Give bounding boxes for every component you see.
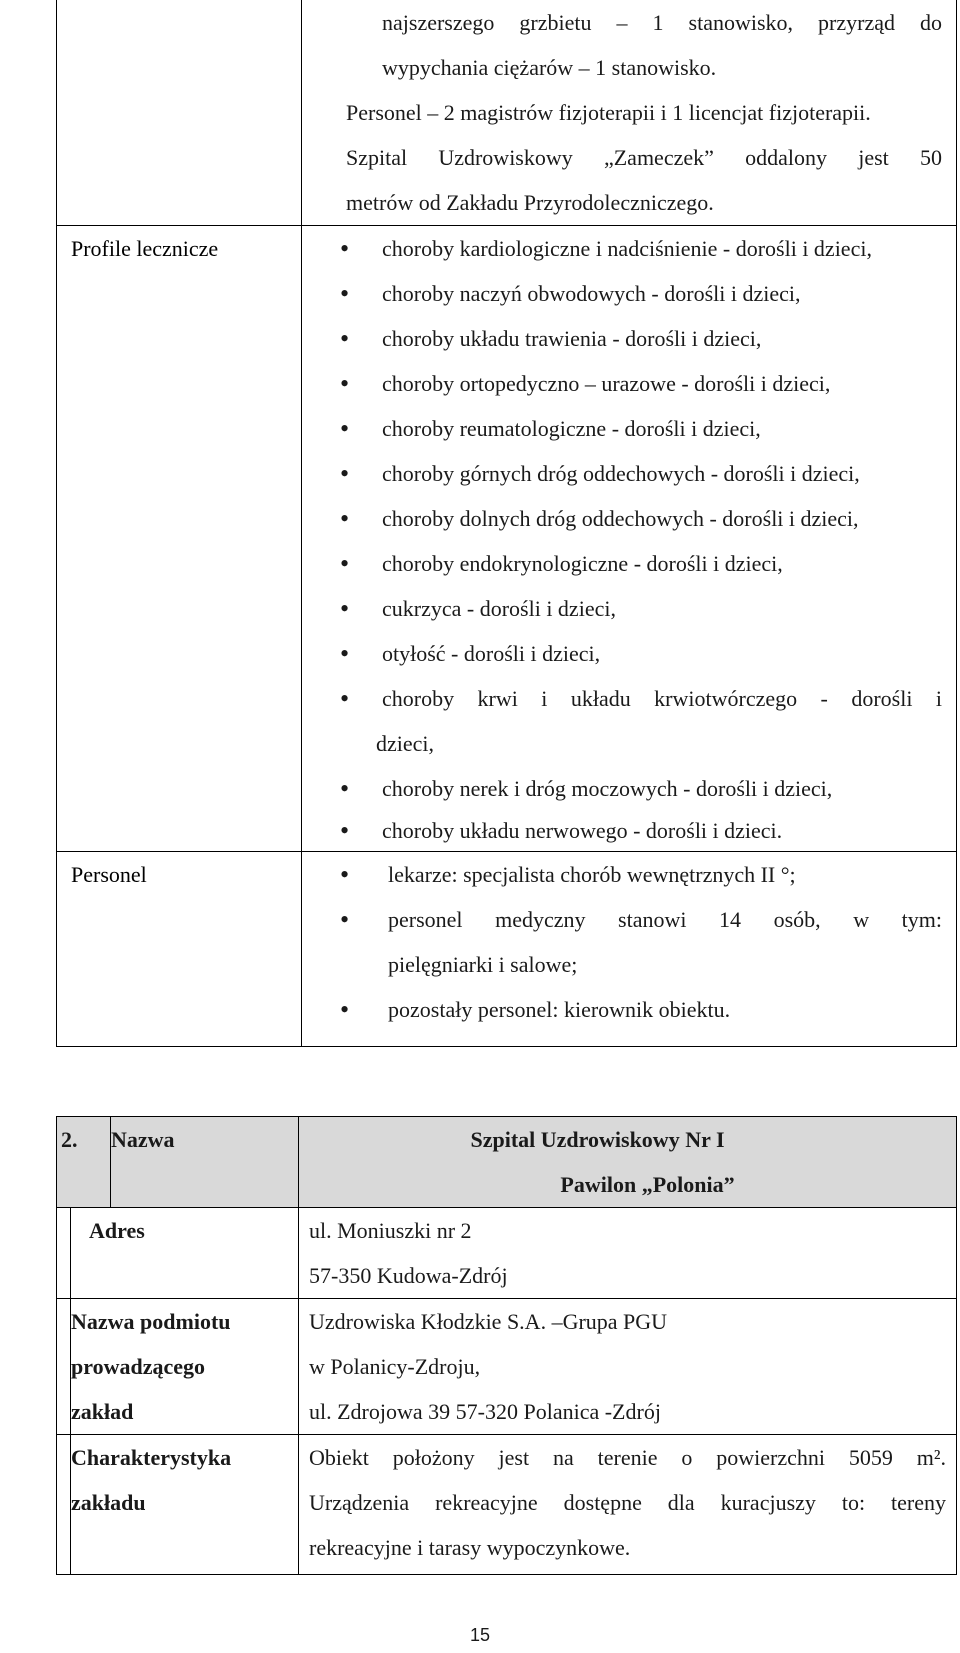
list-item: • otyłość - dorośli i dzieci, — [302, 631, 956, 676]
distance-line: Szpital Uzdrowiskowy „Zameczek” oddalony jest 50 — [346, 145, 942, 170]
list-item: • choroby reumatologiczne - dorośli i dzieci, — [302, 406, 956, 451]
bullet-icon: • — [340, 860, 350, 889]
profiles-list — [302, 226, 956, 851]
page-number: 15 — [469, 1625, 491, 1645]
address-cell: ul. Moniuszki nr 2 57-350 Kudowa-Zdrój — [299, 1208, 957, 1299]
table-row — [57, 1117, 957, 1208]
equipment-line: wypychania ciężarów – 1 stanowisko. — [382, 55, 717, 80]
list-item: • choroby układu trawienia - dorośli i dzieci, — [302, 316, 956, 361]
bullet-icon: • — [340, 279, 350, 308]
staff-label: Personel — [57, 852, 302, 1047]
list-item: • choroby dolnych dróg oddechowych - dorośli i dzieci, — [302, 496, 956, 541]
profiles-cell — [302, 226, 957, 852]
staff-line: Personel – 2 magistrów fizjoterapii i 1 licencjat fizjoterapii. — [346, 100, 871, 125]
bullet-icon: • — [340, 594, 350, 623]
table-row — [57, 1208, 957, 1299]
bullet-icon: • — [340, 324, 350, 353]
list-item: • lekarze: specjalista chorób wewnętrznych II °; — [302, 852, 956, 897]
facility-2-table — [56, 1116, 957, 1575]
profiles-label: Profile lecznicze — [57, 226, 302, 852]
distance-line: metrów od Zakładu Przyrodoleczniczego. — [346, 190, 714, 215]
list-item: • choroby nerek i dróg moczowych - dorośli i dzieci, — [302, 766, 956, 811]
section-number: 2. — [57, 1117, 111, 1208]
bullet-icon: • — [340, 639, 350, 668]
therapy-equipment-cell — [302, 0, 957, 226]
name-label: Nazwa — [111, 1117, 299, 1208]
table-row — [57, 0, 957, 226]
facility-pavilion: Pawilon „Polonia” — [560, 1172, 735, 1197]
list-item: • choroby endokrynologiczne - dorośli i dzieci, — [302, 541, 956, 586]
bullet-icon: • — [340, 816, 350, 845]
bullet-icon: • — [340, 684, 350, 713]
list-item: • cukrzyca - dorośli i dzieci, — [302, 586, 956, 631]
table-row — [57, 1435, 957, 1575]
table-row — [57, 852, 957, 1047]
bullet-icon: • — [340, 774, 350, 803]
list-item: • choroby układu nerwowego - dorośli i dzieci. — [302, 811, 956, 851]
bullet-icon: • — [340, 905, 350, 934]
list-item: • choroby kardiologiczne i nadciśnienie - dorośli i dzieci, — [302, 226, 956, 271]
bullet-icon: • — [340, 234, 350, 263]
facility-name: Szpital Uzdrowiskowy Nr I — [470, 1127, 725, 1152]
bullet-icon: • — [340, 414, 350, 443]
bullet-icon: • — [340, 459, 350, 488]
equipment-line: najszerszego grzbietu – 1 stanowisko, przyrząd do — [382, 10, 942, 35]
list-item: • choroby naczyń obwodowych - dorośli i dzieci, — [302, 271, 956, 316]
staff-cell — [302, 852, 957, 1047]
table-row — [57, 1299, 957, 1435]
facility-details-table — [56, 0, 957, 1047]
bullet-icon: • — [340, 995, 350, 1024]
list-item: • choroby ortopedyczno – urazowe - dorośli i dzieci, — [302, 361, 956, 406]
staff-list — [302, 852, 956, 1032]
operator-cell: Uzdrowiska Kłodzkie S.A. –Grupa PGU w Polanicy-Zdroju, ul. Zdrojowa 39 57-320 Polanica -Zdrój — [299, 1299, 957, 1435]
facility-name-cell — [299, 1117, 957, 1208]
list-item: • choroby górnych dróg oddechowych - dorośli i dzieci, — [302, 451, 956, 496]
operator-label: Nazwa podmiotu prowadzącego zakład — [71, 1299, 299, 1435]
bullet-icon: • — [340, 369, 350, 398]
bullet-icon: • — [340, 504, 350, 533]
list-item: • pozostały personel: kierownik obiektu. — [302, 987, 956, 1032]
table-row — [57, 226, 957, 852]
characteristics-label: Charakterystyka zakładu — [71, 1435, 299, 1575]
bullet-icon: • — [340, 549, 350, 578]
list-item: • personel medyczny stanowi 14 osób, w tym: pielęgniarki i salowe; — [302, 897, 956, 987]
list-item: • choroby krwi i układu krwiotwórczego - dorośli i dzieci, — [302, 676, 956, 766]
characteristics-cell: Obiekt położony jest na terenie o powierzchni 5059 m². Urządzenia rekreacyjne dostępne dla kuracjuszy to: tereny rekreacyjne i tarasy wypoczynkowe. — [299, 1435, 957, 1575]
address-label: Adres — [71, 1208, 299, 1299]
